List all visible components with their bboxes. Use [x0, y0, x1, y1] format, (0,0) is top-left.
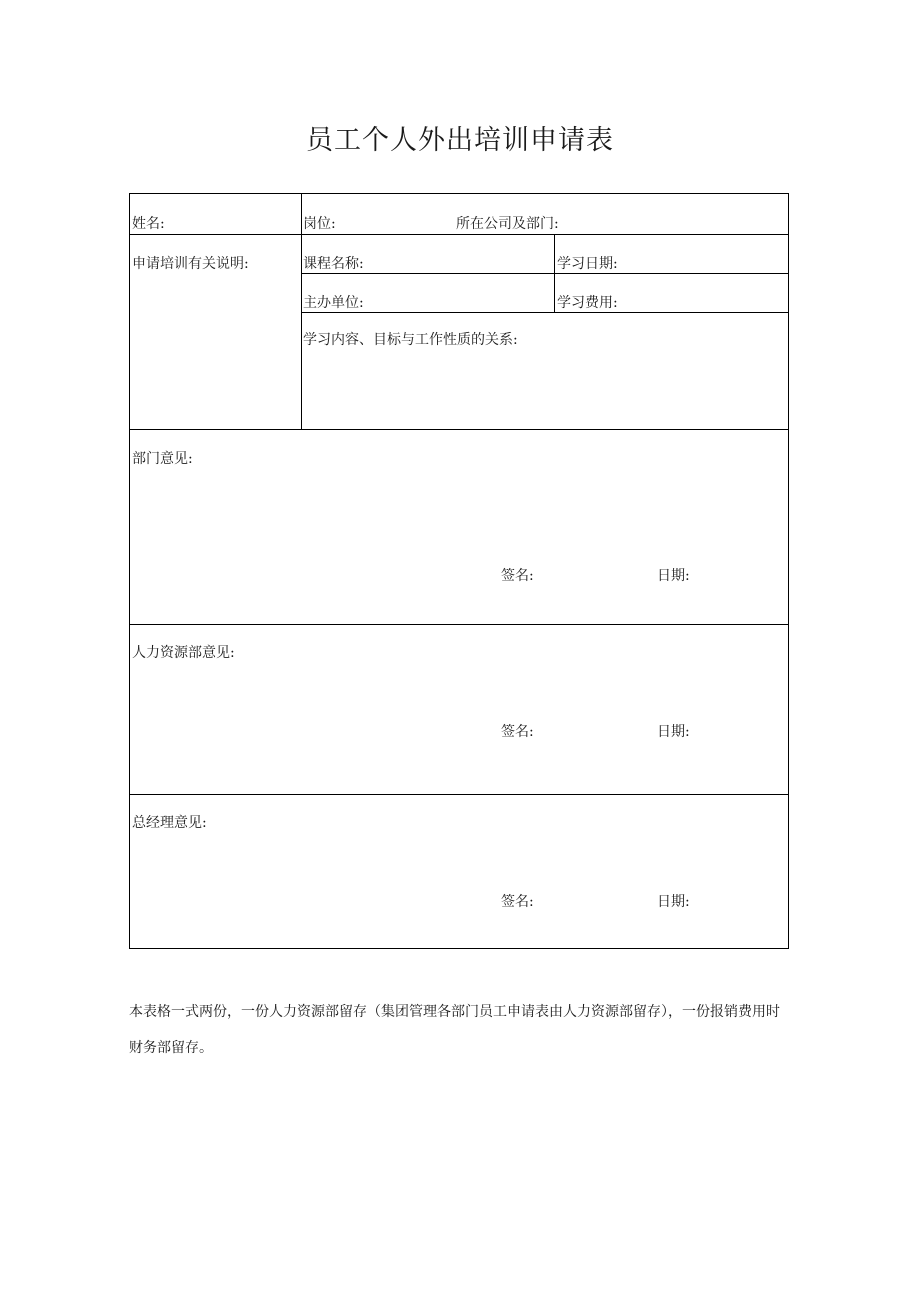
dept-date-label: 日期:: [657, 568, 690, 584]
hr-opinion-label: 人力资源部意见:: [132, 645, 235, 661]
study-date-label: 学习日期:: [557, 256, 618, 272]
row-divider: [130, 234, 788, 235]
row-divider: [130, 794, 788, 795]
organizer-label: 主办单位:: [303, 295, 364, 311]
dept-opinion-label: 部门意见:: [132, 451, 193, 467]
course-name-label: 课程名称:: [303, 256, 364, 272]
content-relation-label: 学习内容、目标与工作性质的关系:: [303, 332, 518, 348]
footnote: 本表格一式两份，一份人力资源部留存（集团管理各部门员工申请表由人力资源部留存），一份报销费用时财务部留存。: [129, 1004, 780, 1056]
company-dept-label: 所在公司及部门:: [456, 216, 559, 232]
row-divider: [130, 429, 788, 430]
application-form: [129, 193, 789, 949]
name-label: 姓名:: [132, 216, 165, 232]
column-divider: [554, 234, 555, 312]
study-fee-label: 学习费用:: [557, 295, 618, 311]
row-divider: [130, 624, 788, 625]
row-divider: [301, 312, 788, 313]
page-title: 员工个人外出培训申请表: [306, 125, 614, 156]
hr-sign-label: 签名:: [501, 724, 534, 740]
position-label: 岗位:: [303, 216, 336, 232]
gm-sign-label: 签名:: [501, 894, 534, 910]
row-divider: [301, 273, 788, 274]
dept-sign-label: 签名:: [501, 568, 534, 584]
gm-date-label: 日期:: [657, 894, 690, 910]
column-divider: [301, 194, 302, 429]
training-section-label: 申请培训有关说明:: [132, 256, 249, 272]
hr-date-label: 日期:: [657, 724, 690, 740]
gm-opinion-label: 总经理意见:: [132, 815, 207, 831]
